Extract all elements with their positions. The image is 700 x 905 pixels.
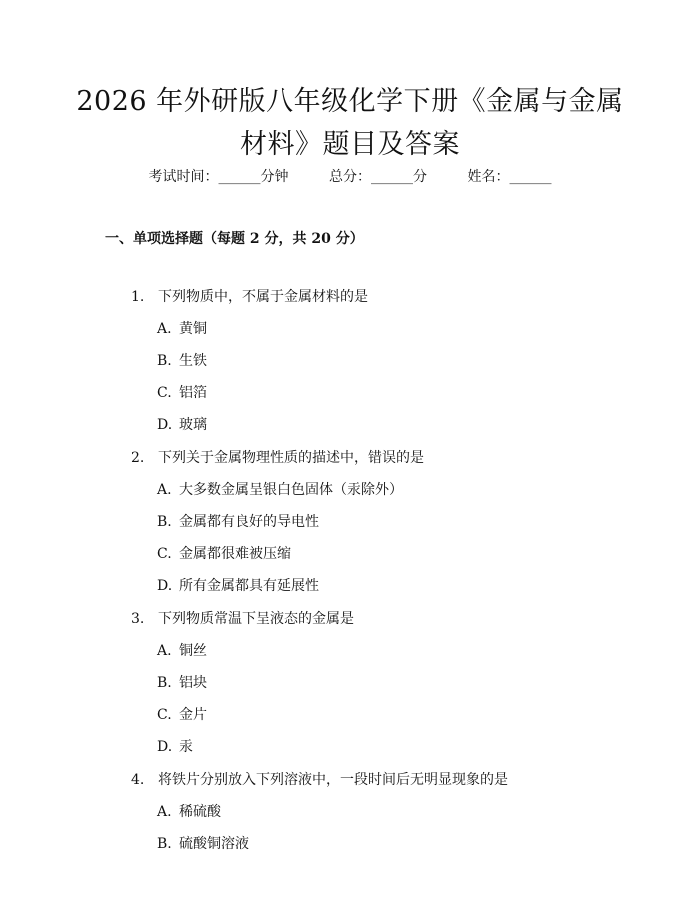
option-text: 金片 — [179, 707, 207, 723]
total-score-field: 总分：______分 — [329, 169, 427, 185]
option-letter: A. — [157, 321, 172, 337]
option-letter: B. — [157, 836, 172, 852]
option-letter: B. — [157, 675, 172, 691]
option-4a — [157, 801, 221, 823]
option-text: 大多数金属呈银白色固体（汞除外） — [179, 482, 403, 498]
option-text: 玻璃 — [179, 417, 207, 433]
option-letter: C. — [157, 707, 172, 723]
question-stem: 下列物质中，不属于金属材料的是 — [158, 289, 368, 305]
option-text: 铝块 — [179, 675, 207, 691]
option-3b — [157, 672, 207, 694]
option-text: 生铁 — [179, 353, 207, 369]
question-number: 2. — [131, 450, 145, 466]
student-name-field: 姓名：______ — [467, 169, 552, 185]
exam-time-field: 考试时间：______分钟 — [148, 169, 289, 185]
option-1b — [157, 350, 207, 372]
question-stem: 下列物质常温下呈液态的金属是 — [158, 611, 354, 627]
option-1d — [157, 414, 207, 436]
option-text: 稀硫酸 — [179, 804, 221, 820]
option-text: 铝箔 — [179, 385, 207, 401]
option-3a — [157, 640, 207, 662]
option-2c — [157, 543, 291, 565]
option-letter: D. — [157, 417, 173, 433]
option-text: 汞 — [179, 739, 193, 755]
question-number: 4. — [131, 772, 145, 788]
option-letter: D. — [157, 739, 173, 755]
option-text: 金属都很难被压缩 — [179, 546, 291, 562]
document-title — [70, 80, 630, 166]
option-1a — [157, 318, 207, 340]
question-stem: 下列关于金属物理性质的描述中，错误的是 — [158, 450, 424, 466]
option-text: 所有金属都具有延展性 — [179, 578, 319, 594]
option-text: 硫酸铜溶液 — [179, 836, 249, 852]
option-2b — [157, 511, 319, 533]
option-text: 铜丝 — [179, 643, 207, 659]
option-letter: B. — [157, 514, 172, 530]
exam-meta-line — [0, 166, 700, 188]
option-3c — [157, 704, 207, 726]
question-number: 1. — [131, 289, 145, 305]
option-text: 金属都有良好的导电性 — [179, 514, 319, 530]
question-stem: 将铁片分别放入下列溶液中，一段时间后无明显现象的是 — [158, 772, 508, 788]
option-4b — [157, 833, 249, 855]
option-letter: C. — [157, 546, 172, 562]
option-letter: A. — [157, 804, 172, 820]
title-line-2: 材料》题目及答案 — [240, 129, 460, 160]
section-heading-single-choice: 一、单项选择题（每题 2 分，共 20 分） — [105, 231, 364, 247]
option-2d — [157, 575, 319, 597]
option-letter: B. — [157, 353, 172, 369]
option-letter: D. — [157, 578, 173, 594]
option-letter: A. — [157, 643, 172, 659]
option-3d — [157, 736, 193, 758]
option-letter: A. — [157, 482, 172, 498]
option-letter: C. — [157, 385, 172, 401]
option-text: 黄铜 — [179, 321, 207, 337]
title-line-1: 2026 年外研版八年级化学下册《金属与金属 — [76, 86, 624, 117]
option-1c — [157, 382, 207, 404]
question-number: 3. — [131, 611, 145, 627]
option-2a — [157, 479, 403, 501]
